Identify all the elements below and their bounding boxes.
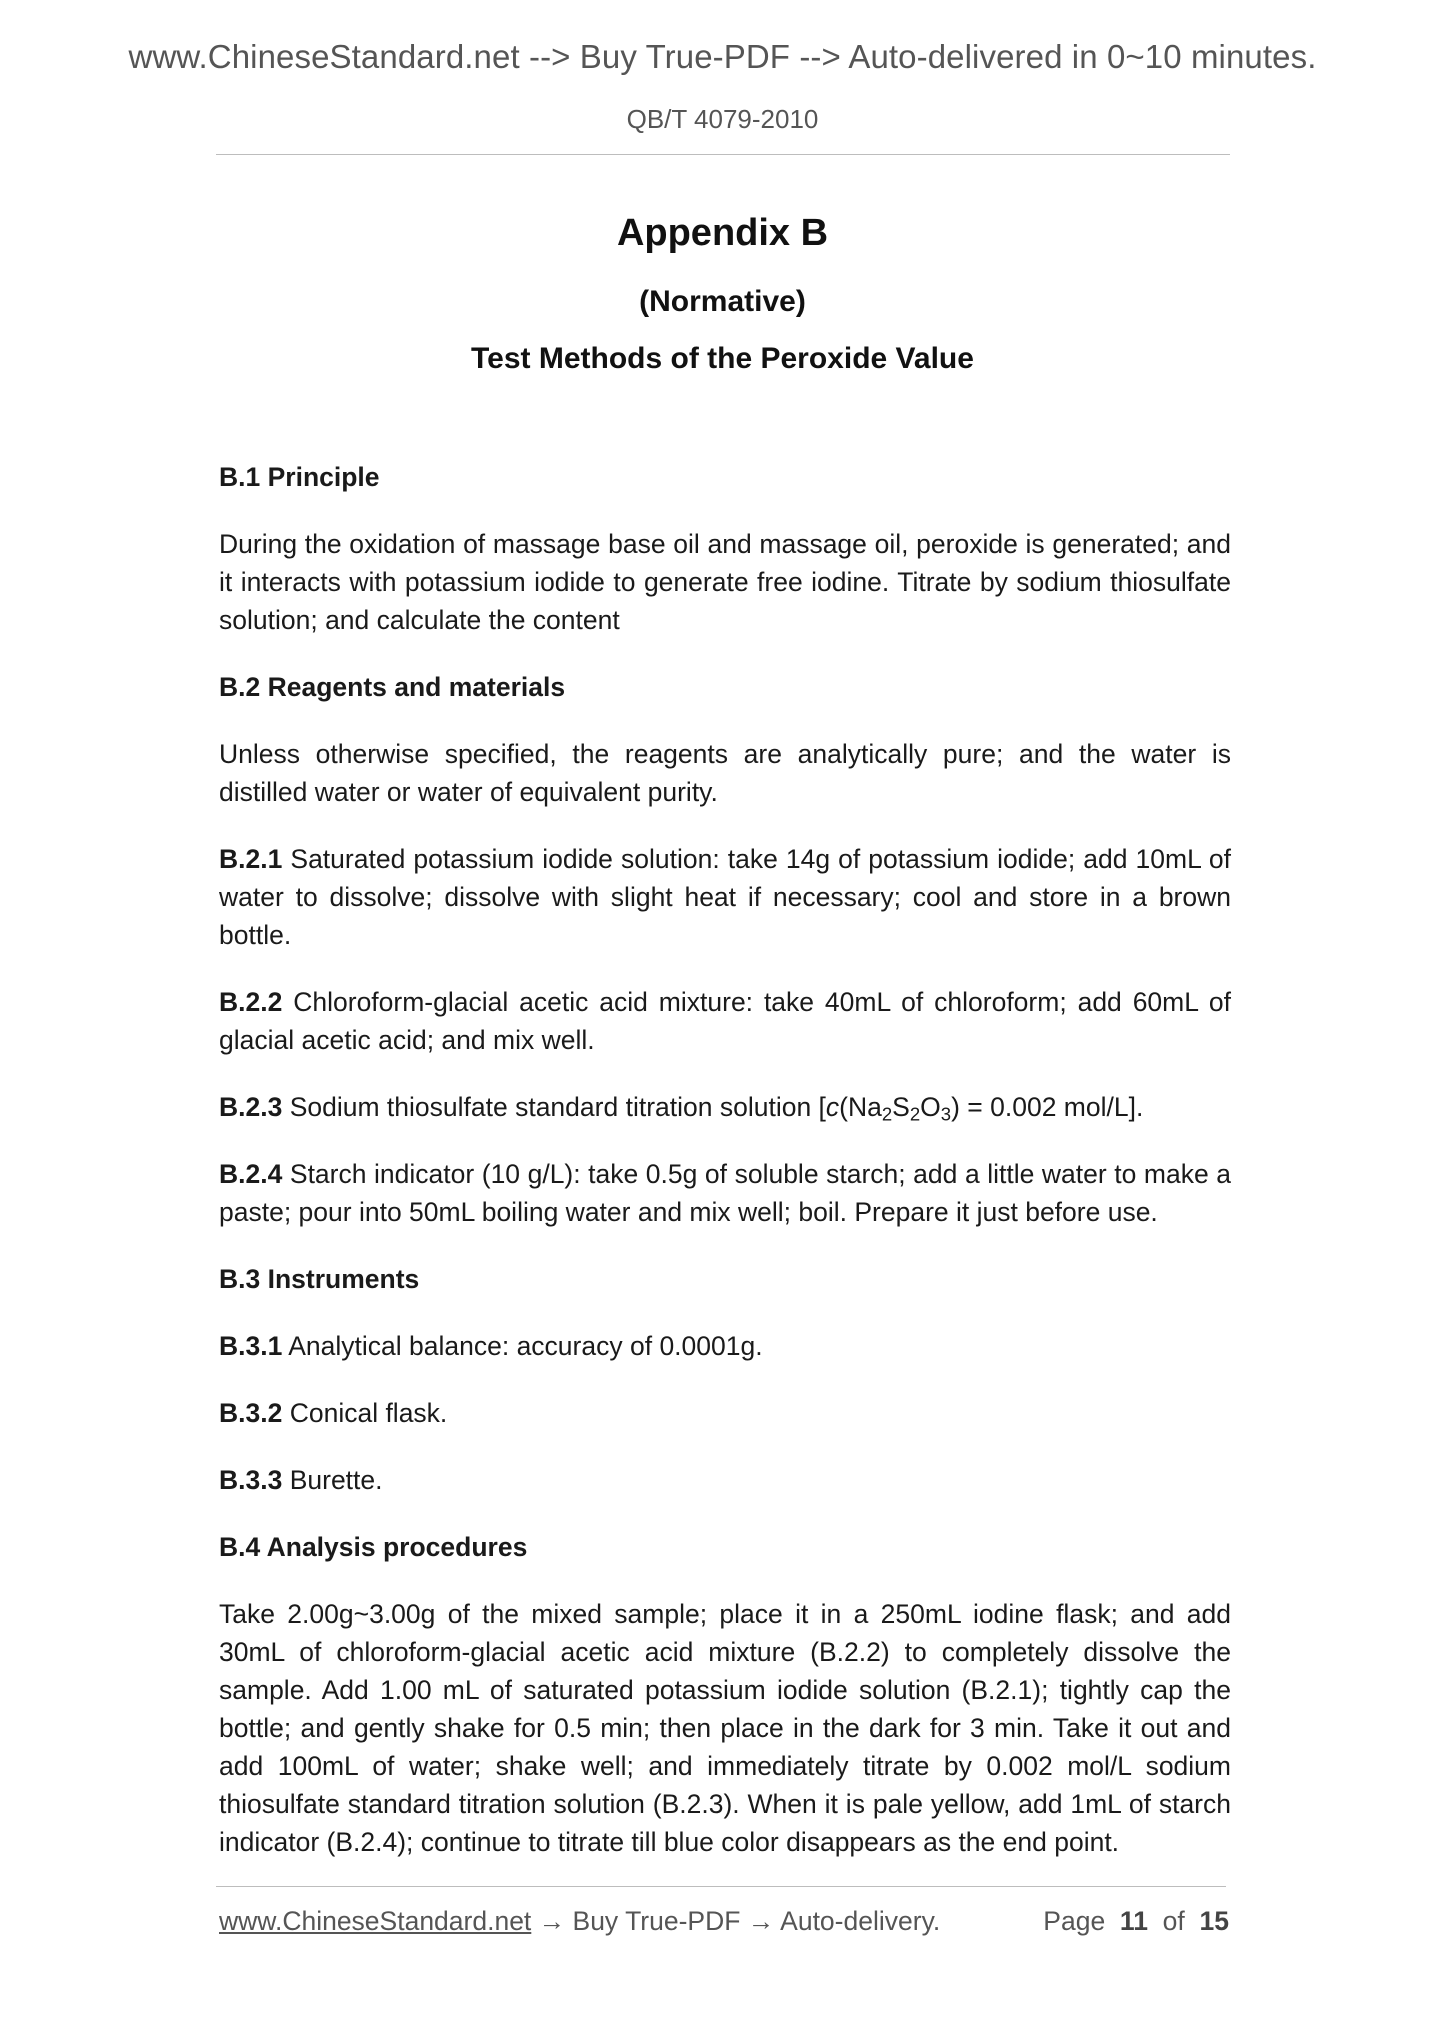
formula-part: (Na <box>839 1092 882 1122</box>
appendix-name: Test Methods of the Peroxide Value <box>471 342 974 375</box>
of-label: of <box>1162 1906 1185 1936</box>
clause-text: Burette. <box>282 1465 383 1495</box>
section-heading-b1: B.1 Principle <box>219 462 380 492</box>
clause-number: B.3.1 <box>219 1331 283 1361</box>
section-heading-b3: B.3 Instruments <box>219 1264 420 1294</box>
page-indicator <box>1043 1906 1229 1937</box>
clause-number: B.3.3 <box>219 1465 283 1495</box>
page-number: 11 <box>1119 1906 1148 1936</box>
appendix-title: Appendix B <box>616 212 829 254</box>
clause-text: Chloroform-glacial acetic acid mixture: take 40mL of chloroform; add 60mL of glacial acetic acid; and mix well. <box>219 987 1231 1055</box>
clause-b2-2 <box>219 983 1231 1059</box>
formula-part: S <box>892 1092 910 1122</box>
document-code: QB/T 4079-2010 <box>626 104 819 134</box>
page-label: Page <box>1043 1906 1106 1936</box>
formula-subscript: 2 <box>909 1103 921 1125</box>
section-heading-b2: B.2 Reagents and materials <box>219 672 566 702</box>
clause-b3-1 <box>219 1327 1231 1365</box>
formula-subscript: 3 <box>940 1103 952 1125</box>
clause-text: Starch indicator (10 g/L): take 0.5g of soluble starch; add a little water to make a paste; pour into 50mL boiling water and mix well; boil. Prepare it just before use. <box>219 1159 1231 1227</box>
top-banner: www.ChineseStandard.net --> Buy True-PDF --> Auto-delivered in 0~10 minutes. <box>128 38 1317 75</box>
clause-text: Saturated potassium iodide solution: take 14g of potassium iodide; add 10mL of water to dissolve; dissolve with slight heat if necessary; cool and store in a brown bottle. <box>219 844 1231 950</box>
clause-text: Conical flask. <box>282 1398 448 1428</box>
clause-number: B.2.4 <box>219 1159 283 1189</box>
clause-number: B.2.2 <box>219 987 283 1017</box>
footer-link[interactable]: www.ChineseStandard.net <box>219 1906 532 1936</box>
clause-text: Analytical balance: accuracy of 0.0001g. <box>282 1331 763 1361</box>
footer-text: → Buy True-PDF → Auto-delivery. <box>531 1906 941 1936</box>
clause-number: B.2.3 <box>219 1092 283 1122</box>
paragraph-b4: Take 2.00g~3.00g of the mixed sample; place it in a 250mL iodine flask; and add 30mL of chloroform-glacial acetic acid mixture (B.2.2) to completely dissolve the sample. Add 1.00 mL of saturated potassium iodide solution (B.2.1); tightly cap the bottle; and gently shake for 0.5 min; then place in the dark for 3 min. Take it out and add 100mL of water; shake well; and immediately titrate by 0.002 mol/L sodium thiosulfate standard titration solution (B.2.3). When it is pale yellow, add 1mL of starch indicator (B.2.4); continue to titrate till blue color disappears as the end point. <box>219 1599 1231 1857</box>
section-heading-b4: B.4 Analysis procedures <box>219 1532 528 1562</box>
formula-part: O <box>920 1092 941 1122</box>
clause-number: B.3.2 <box>219 1398 283 1428</box>
page-footer <box>219 1906 1229 1937</box>
footer-divider <box>216 1886 1226 1887</box>
clause-text: Sodium thiosulfate standard titration solution [ <box>282 1092 826 1122</box>
clause-number: B.2.1 <box>219 844 283 874</box>
formula-symbol: c <box>825 1092 840 1122</box>
header-divider <box>216 154 1230 155</box>
appendix-type: (Normative) <box>639 285 806 318</box>
clause-b2-3 <box>219 1088 1231 1126</box>
formula-subscript: 2 <box>881 1103 893 1125</box>
clause-b3-3 <box>219 1461 1231 1499</box>
clause-text: ) = 0.002 mol/L]. <box>951 1092 1144 1122</box>
page-total: 15 <box>1199 1906 1229 1936</box>
paragraph-b2: Unless otherwise specified, the reagents are analytically pure; and the water is distilled water or water of equivalent purity. <box>219 739 1231 807</box>
paragraph-b1: During the oxidation of massage base oil and massage oil, peroxide is generated; and it interacts with potassium iodide to generate free iodine. Titrate by sodium thiosulfate solution; and calculate the content <box>219 529 1231 635</box>
clause-b3-2 <box>219 1394 1231 1432</box>
clause-b2-4 <box>219 1155 1231 1231</box>
document-body <box>219 458 1231 1890</box>
clause-b2-1 <box>219 840 1231 954</box>
